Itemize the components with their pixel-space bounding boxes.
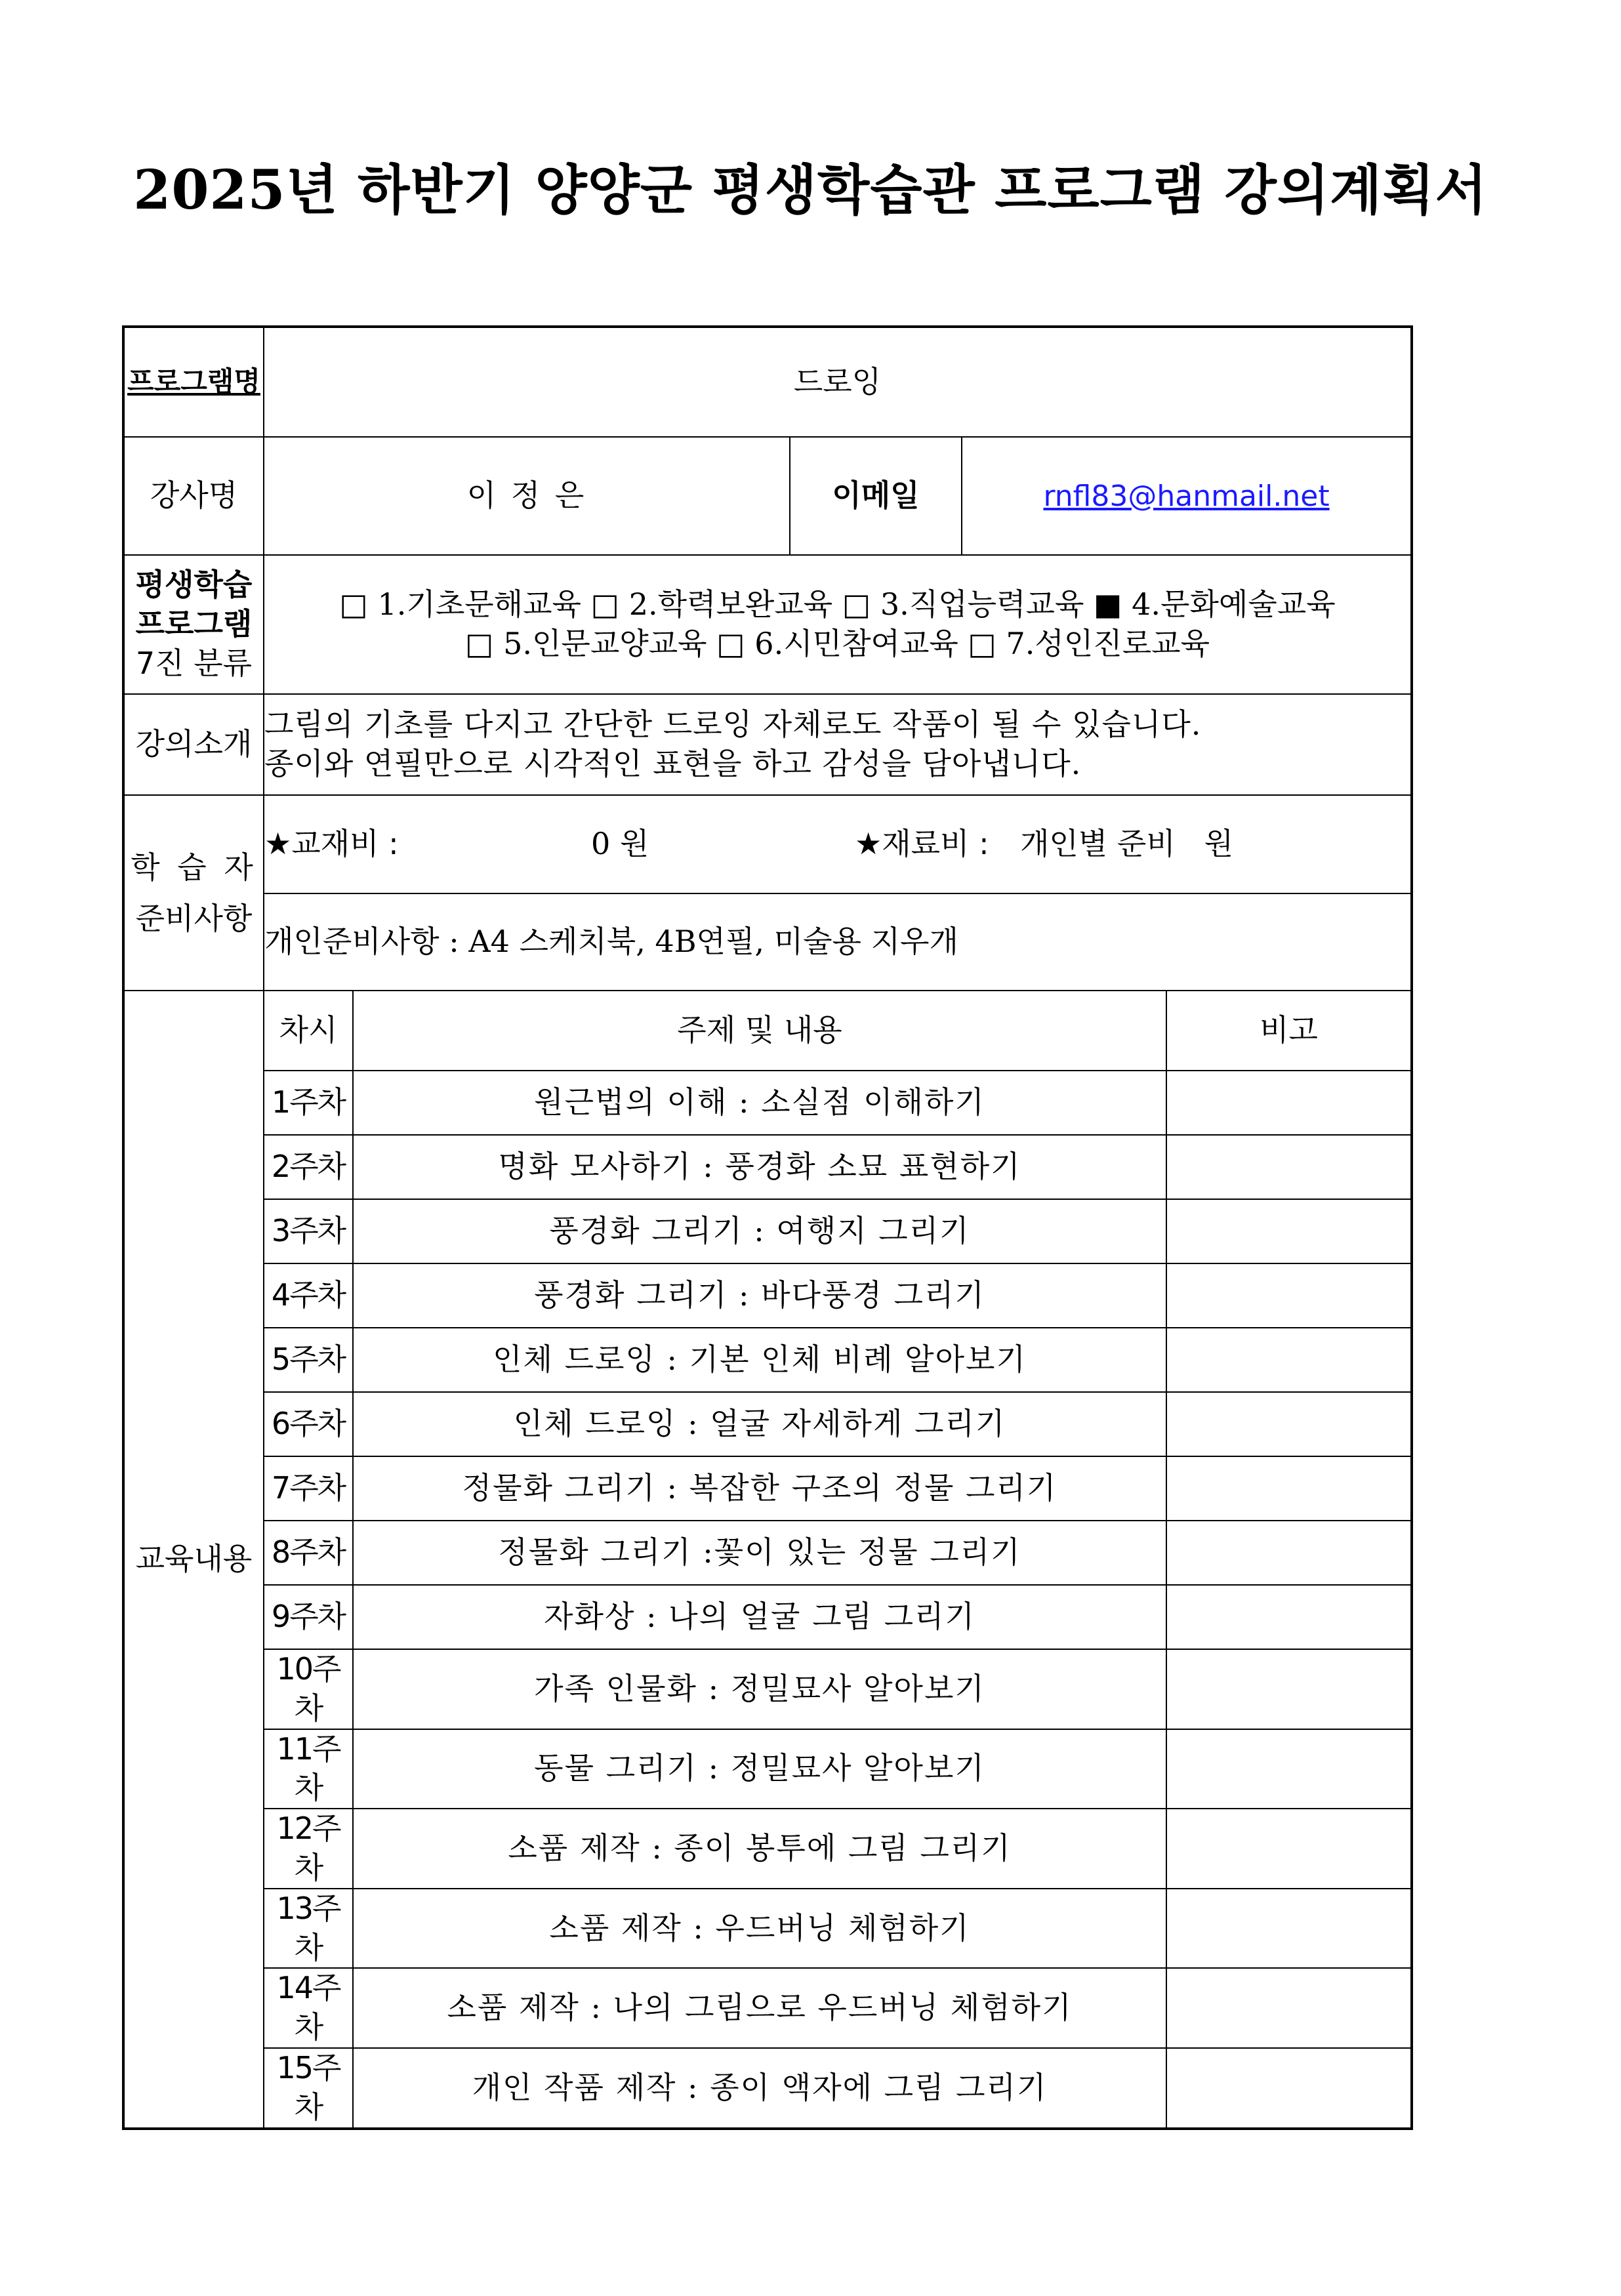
material-cost-value: 개인별 준비 원 xyxy=(1020,826,1234,861)
note-cell xyxy=(1166,1328,1412,1392)
topic-cell: 인체 드로잉 : 기본 인체 비례 알아보기 xyxy=(353,1328,1166,1392)
topic-header: 주제 및 내용 xyxy=(353,991,1166,1071)
program-label: 프로그램명 xyxy=(123,327,264,437)
note-cell xyxy=(1166,1968,1412,2048)
classification-label xyxy=(123,555,264,694)
note-cell xyxy=(1166,1809,1412,1889)
classification-label-line: 평생학습 xyxy=(135,567,253,603)
note-cell xyxy=(1166,1263,1412,1328)
material-cost-label: ★재료비 : xyxy=(855,826,989,861)
note-cell xyxy=(1166,1585,1412,1649)
table-row xyxy=(123,1071,1412,1135)
textbook-cost-value: 0 원 xyxy=(591,826,649,861)
table-row xyxy=(123,1649,1412,1729)
topic-cell: 동물 그리기 : 정밀묘사 알아보기 xyxy=(353,1729,1166,1809)
topic-cell: 정물화 그리기 :꽃이 있는 정물 그리기 xyxy=(353,1521,1166,1585)
note-cell xyxy=(1166,1521,1412,1585)
table-row xyxy=(123,1585,1412,1649)
classification-row xyxy=(123,555,1412,694)
classification-options xyxy=(264,555,1412,694)
intro-line-1: 그림의 기초를 다지고 간단한 드로잉 자체로도 작품이 될 수 있습니다. xyxy=(264,707,1202,743)
instructor-row xyxy=(123,437,1412,555)
prep-label-line: 학 습 자 xyxy=(131,849,257,885)
prep-personal-items: 개인준비사항 : A4 스케치북, 4B연필, 미술용 지우개 xyxy=(264,893,1412,991)
classification-line-2: □ 5.인문교양교육 □ 6.시민참여교육 □ 7.성인진로교육 xyxy=(465,626,1210,661)
topic-cell: 인체 드로잉 : 얼굴 자세하게 그리기 xyxy=(353,1392,1166,1456)
session-cell: 11주차 xyxy=(264,1729,353,1809)
note-cell xyxy=(1166,1889,1412,1969)
session-cell: 2주차 xyxy=(264,1135,353,1199)
program-row xyxy=(123,327,1412,437)
table-row xyxy=(123,1456,1412,1521)
table-row xyxy=(123,1729,1412,1809)
note-cell xyxy=(1166,1649,1412,1729)
session-cell: 12주차 xyxy=(264,1809,353,1889)
lecture-plan-table xyxy=(122,325,1413,2130)
session-cell: 4주차 xyxy=(264,1263,353,1328)
session-cell: 15주차 xyxy=(264,2048,353,2129)
topic-cell: 소품 제작 : 우드버닝 체험하기 xyxy=(353,1889,1166,1969)
session-cell: 13주차 xyxy=(264,1889,353,1969)
prep-cost-cell xyxy=(264,795,1412,893)
curriculum-label: 교육내용 xyxy=(123,991,264,2129)
session-cell: 14주차 xyxy=(264,1968,353,2048)
session-cell: 5주차 xyxy=(264,1328,353,1392)
prep-cost-row xyxy=(123,795,1412,893)
table-row xyxy=(123,1521,1412,1585)
intro-line-2: 종이와 연필만으로 시각적인 표현을 하고 감성을 담아냅니다. xyxy=(264,746,1082,781)
table-row xyxy=(123,1889,1412,1969)
topic-cell: 명화 모사하기 : 풍경화 소묘 표현하기 xyxy=(353,1135,1166,1199)
topic-cell: 풍경화 그리기 : 여행지 그리기 xyxy=(353,1199,1166,1263)
session-cell: 10주차 xyxy=(264,1649,353,1729)
textbook-cost-label: ★교재비 : xyxy=(264,826,399,861)
table-row xyxy=(123,1199,1412,1263)
table-row xyxy=(123,1809,1412,1889)
note-cell xyxy=(1166,1071,1412,1135)
topic-cell: 가족 인물화 : 정밀묘사 알아보기 xyxy=(353,1649,1166,1729)
table-row xyxy=(123,1328,1412,1392)
topic-cell: 원근법의 이해 : 소실점 이해하기 xyxy=(353,1071,1166,1135)
session-cell: 6주차 xyxy=(264,1392,353,1456)
classification-label-line: 프로그램 xyxy=(135,606,253,642)
note-cell xyxy=(1166,1135,1412,1199)
intro-row xyxy=(123,694,1412,795)
topic-cell: 소품 제작 : 나의 그림으로 우드버닝 체험하기 xyxy=(353,1968,1166,2048)
note-cell xyxy=(1166,1729,1412,1809)
note-cell xyxy=(1166,2048,1412,2129)
table-row xyxy=(123,2048,1412,2129)
session-cell: 1주차 xyxy=(264,1071,353,1135)
page-title: 2025년 하반기 양양군 평생학습관 프로그램 강의계획서 xyxy=(133,159,1488,222)
session-cell: 7주차 xyxy=(264,1456,353,1521)
email-label: 이메일 xyxy=(790,437,962,555)
session-cell: 8주차 xyxy=(264,1521,353,1585)
instructor-name: 이 정 은 xyxy=(264,437,790,555)
email-cell xyxy=(962,437,1412,555)
instructor-label: 강사명 xyxy=(123,437,264,555)
prep-label xyxy=(123,795,264,991)
program-name: 드로잉 xyxy=(264,327,1412,437)
table-row xyxy=(123,1968,1412,2048)
table-row xyxy=(123,1135,1412,1199)
session-cell: 3주차 xyxy=(264,1199,353,1263)
topic-cell: 풍경화 그리기 : 바다풍경 그리기 xyxy=(353,1263,1166,1328)
session-cell: 9주차 xyxy=(264,1585,353,1649)
table-row xyxy=(123,1392,1412,1456)
topic-cell: 자화상 : 나의 얼굴 그림 그리기 xyxy=(353,1585,1166,1649)
note-cell xyxy=(1166,1392,1412,1456)
table-row xyxy=(123,1263,1412,1328)
topic-cell: 개인 작품 제작 : 종이 액자에 그림 그리기 xyxy=(353,2048,1166,2129)
note-header: 비고 xyxy=(1166,991,1412,1071)
session-header: 차시 xyxy=(264,991,353,1071)
classification-line-1: □ 1.기초문해교육 □ 2.학력보완교육 □ 3.직업능력교육 ■ 4.문화예술교육 xyxy=(339,586,1336,623)
note-cell xyxy=(1166,1199,1412,1263)
topic-cell: 정물화 그리기 : 복잡한 구조의 정물 그리기 xyxy=(353,1456,1166,1521)
curriculum-header-row xyxy=(123,991,1412,1071)
classification-label-line: 7진 분류 xyxy=(135,645,253,681)
prep-personal-row xyxy=(123,893,1412,991)
intro-text xyxy=(264,694,1412,795)
intro-label: 강의소개 xyxy=(123,694,264,795)
note-cell xyxy=(1166,1456,1412,1521)
topic-cell: 소품 제작 : 종이 봉투에 그림 그리기 xyxy=(353,1809,1166,1889)
email-link[interactable]: rnfl83@hanmail.net xyxy=(1043,480,1330,514)
prep-label-line: 준비사항 xyxy=(135,901,253,936)
